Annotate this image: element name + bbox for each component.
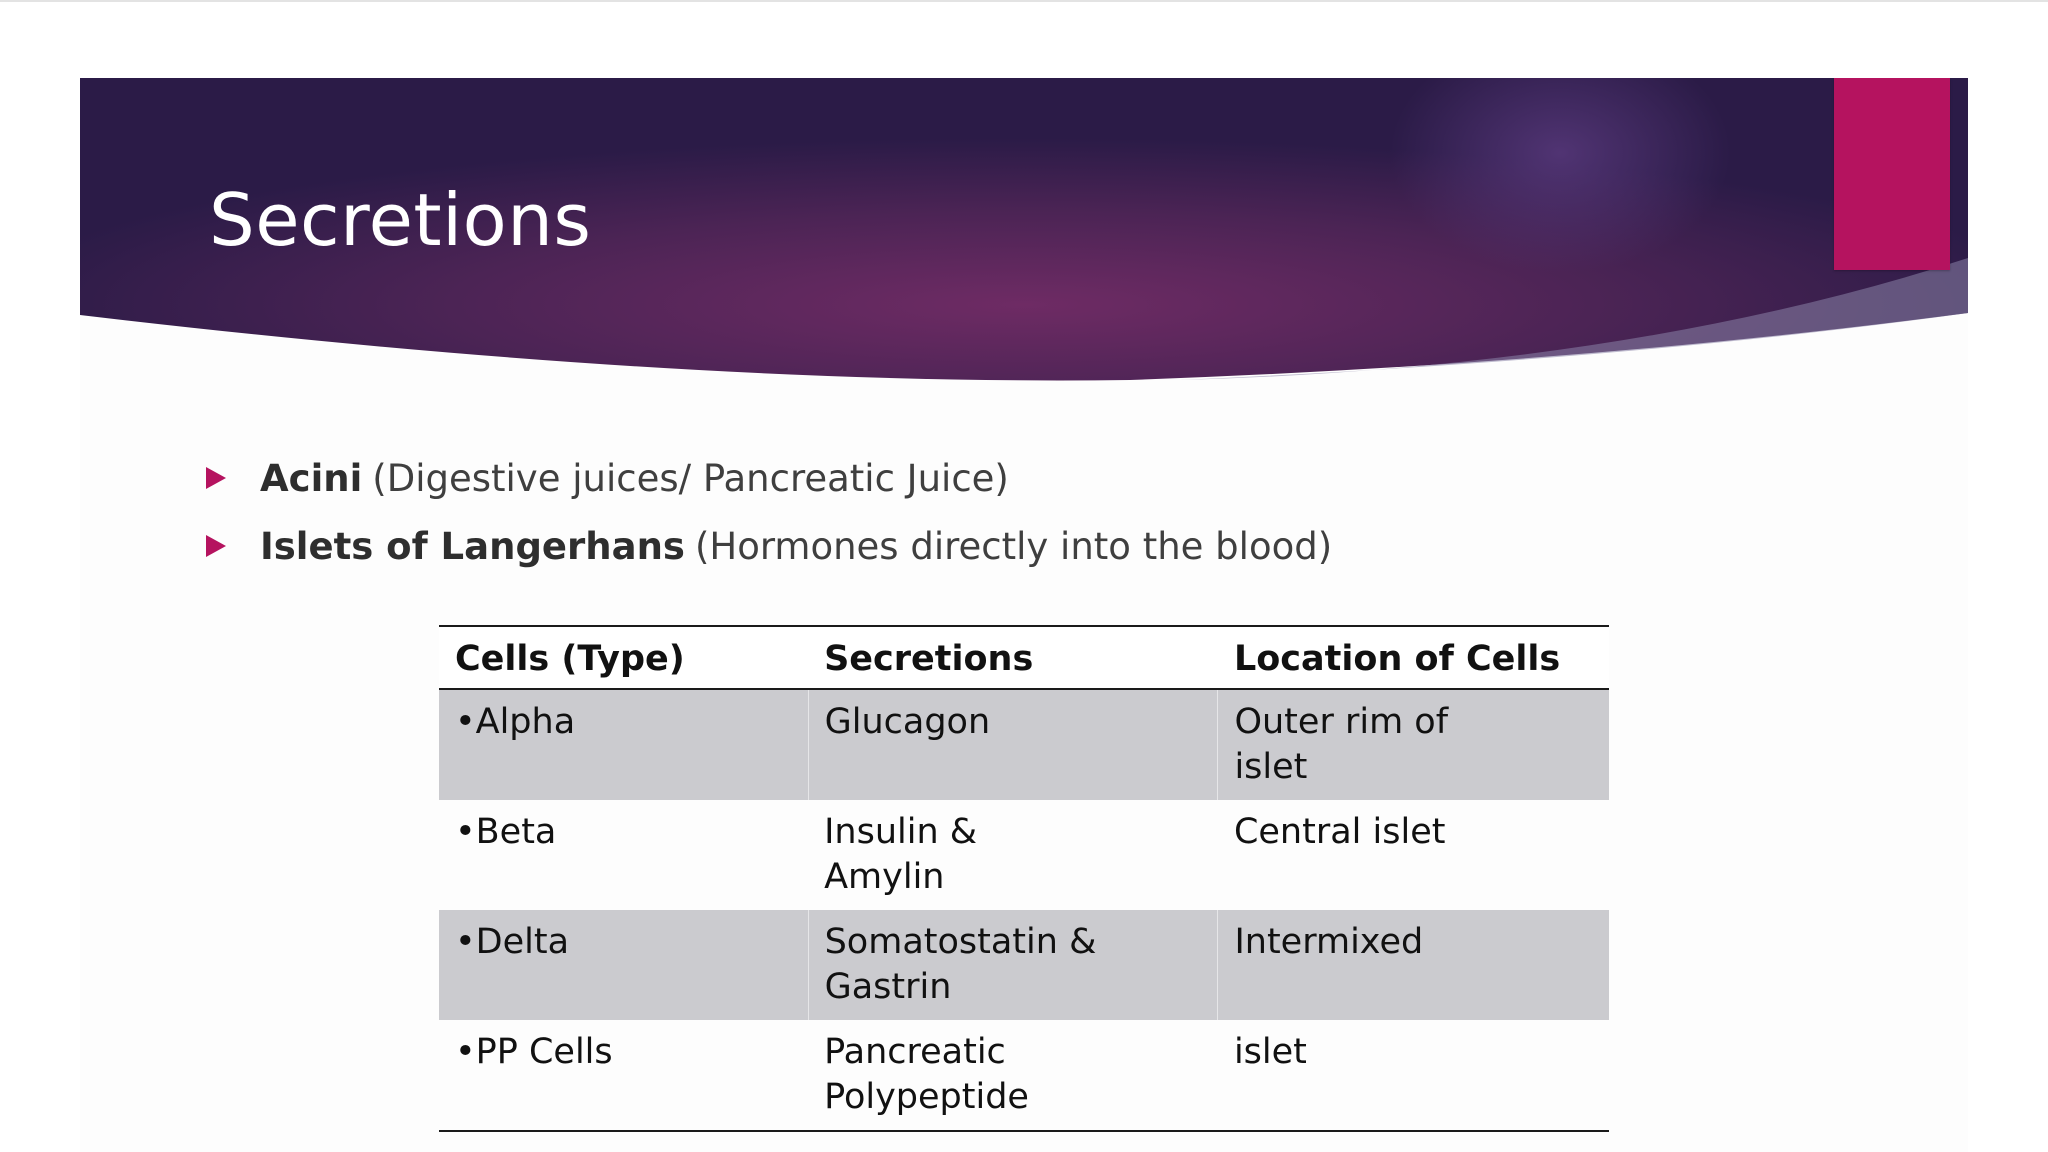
bullet-text: (Hormones directly into the blood) bbox=[694, 524, 1333, 568]
table-cell: Pancreatic Polypeptide bbox=[824, 1032, 1029, 1117]
table-cell: islet bbox=[1233, 1032, 1307, 1072]
table-cell: Insulin & Amylin bbox=[824, 812, 978, 897]
bullet-bold-text: Islets of Langerhans bbox=[260, 524, 685, 568]
cells-table bbox=[439, 625, 1609, 1132]
bullet-text: (Digestive juices/ Pancreatic Juice) bbox=[372, 456, 1009, 500]
bullet-bold-text: Acini bbox=[260, 456, 363, 500]
table-header-row bbox=[439, 626, 1609, 689]
slide-title: Secretions bbox=[209, 178, 592, 262]
table-row bbox=[439, 689, 1609, 800]
header-location: Location of Cells bbox=[1218, 626, 1609, 689]
table-cell: Outer rim of islet bbox=[1218, 689, 1609, 800]
table-cell: Central islet bbox=[1233, 812, 1446, 852]
bullet-item-acini bbox=[206, 453, 1009, 503]
table-cell: Somatostatin & Gastrin bbox=[808, 910, 1218, 1020]
table-cell: •Alpha bbox=[439, 689, 808, 800]
slide bbox=[80, 78, 1968, 1152]
table-cell: •PP Cells bbox=[455, 1032, 613, 1072]
table-cell: Glucagon bbox=[808, 689, 1218, 800]
table-cell: •Delta bbox=[439, 910, 808, 1020]
table-row bbox=[439, 1020, 1609, 1131]
table-cell: Intermixed bbox=[1218, 910, 1609, 1020]
table-cell: •Beta bbox=[455, 812, 557, 852]
triangle-bullet-icon bbox=[206, 535, 226, 557]
window-top-border bbox=[0, 0, 2048, 2]
header-cells-type: Cells (Type) bbox=[439, 626, 808, 689]
triangle-bullet-icon bbox=[206, 467, 226, 489]
header-secretions: Secretions bbox=[808, 626, 1218, 689]
table-row bbox=[439, 800, 1609, 910]
table-row bbox=[439, 910, 1609, 1020]
accent-tab bbox=[1834, 78, 1950, 270]
bullet-item-islets bbox=[206, 521, 1332, 571]
